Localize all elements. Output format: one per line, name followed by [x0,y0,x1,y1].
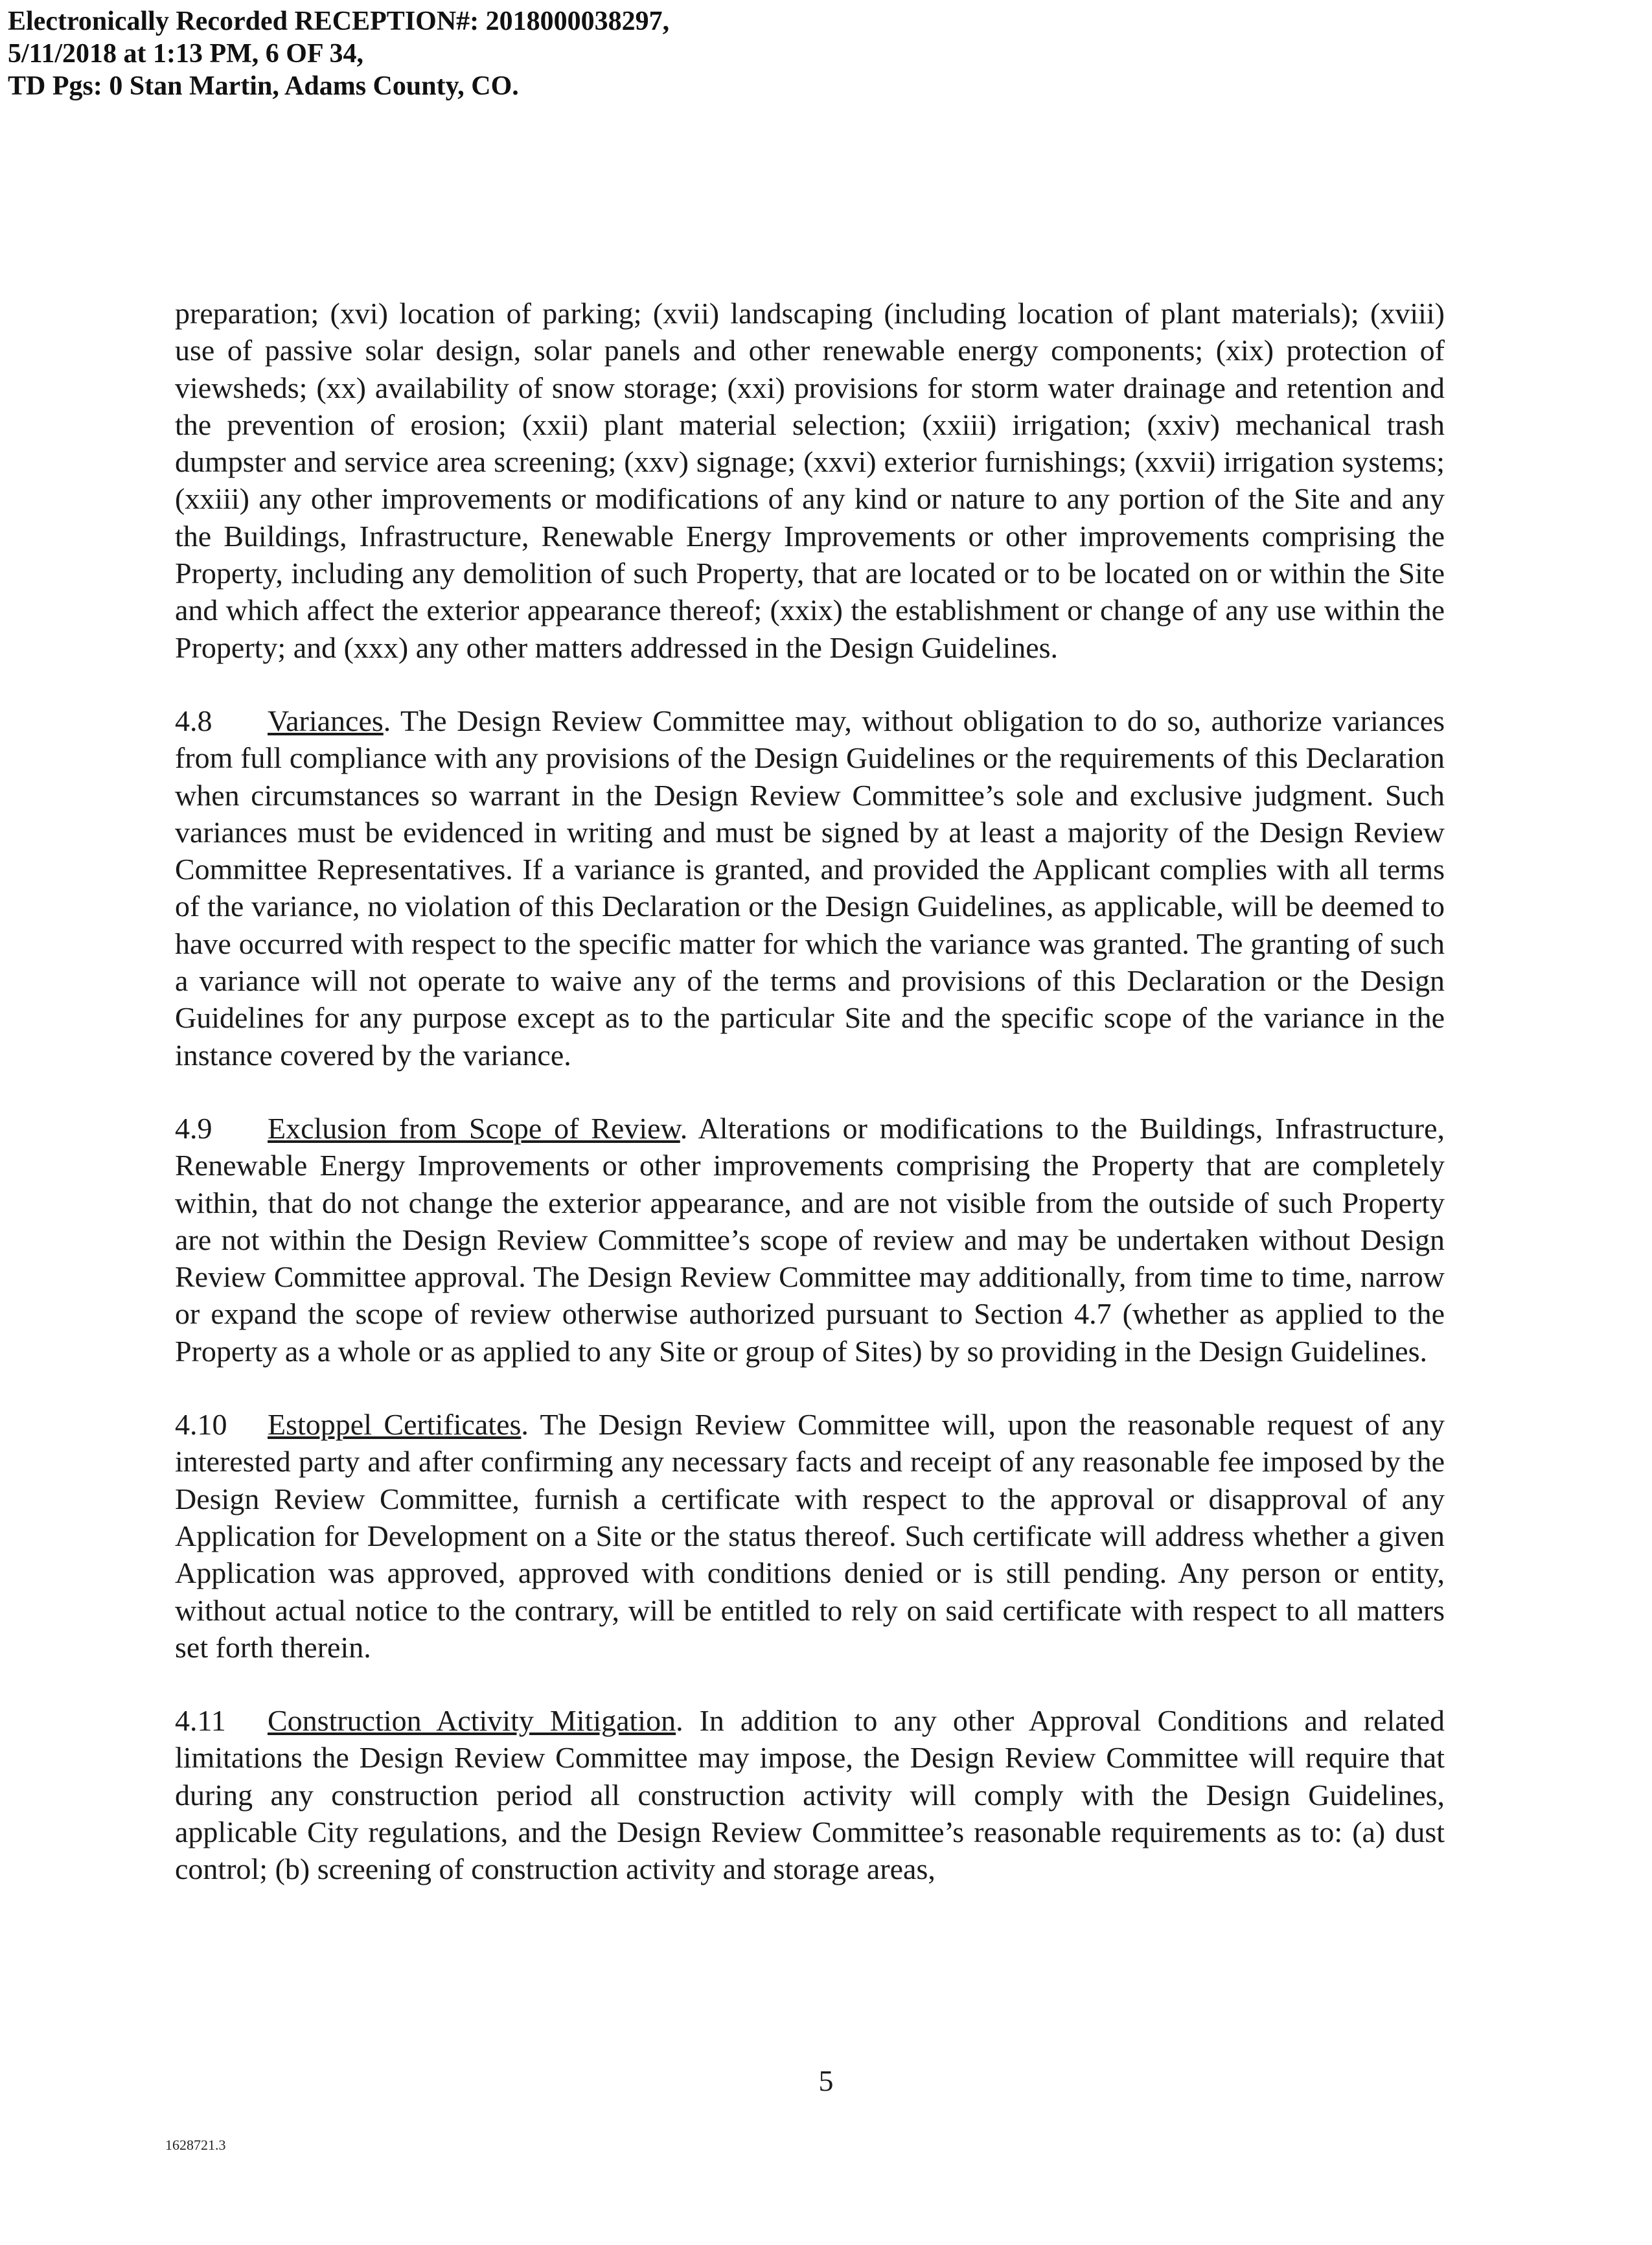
document-body [175,295,1445,1924]
section-title: Variances [268,704,384,737]
recording-line-1: Electronically Recorded RECEPTION#: 2018000038297, [8,6,670,36]
section-number: 4.9 [175,1111,212,1145]
recording-line-2: 5/11/2018 at 1:13 PM, 6 OF 34, [8,39,364,69]
section-title: Estoppel Certificates [268,1408,522,1442]
recording-line-3: TD Pgs: 0 Stan Martin, Adams County, CO. [8,71,519,101]
section-text: . In addition to any other Approval Conditions and related limitations the Design Review Committee may impose, the Design Review Committee will require that during any construction period all construction activity will comply with the Design Guidelines, applicable City regulations, and the Design Review Committee’s reasonable requirements as to: (a) dust control; (b) screening of construction activity and storage areas, [175,1704,1445,1886]
section-4-11 [175,1702,1445,1887]
section-text: . The Design Review Committee will, upon the reasonable request of any interested party and after confirming any necessary facts and receipt of any reasonable fee imposed by the Design Review Committee, furnish a certificate with respect to the approval or disapproval of any Application for Development on a Site or the status thereof. Such certificate will address whether a given Application was approved, approved with conditions denied or is still pending. Any person or entity, without actual notice to the contrary, will be entitled to rely on said certificate with respect to all matters set forth therein. [175,1408,1445,1664]
intro-paragraph: preparation; (xvi) location of parking; (xvii) landscaping (including location of plant materials); (xviii) use of passive solar design, solar panels and other renewable energy components; (xix) protection of viewsheds; (xx) availability of snow storage; (xxi) provisions for storm water drainage and retention and the prevention of erosion; (xxii) plant material selection; (xxiii) irrigation; (xxiv) mechanical trash dumpster and service area screening; (xxv) signage; (xxvi) exterior furnishings; (xxvii) irrigation systems; (xxiii) any other improvements or modifications of any kind or nature to any portion of the Site and any the Buildings, Infrastructure, Renewable Energy Improvements or other improvements comprising the Property, including any demolition of such Property, that are located or to be located on or within the Site and which affect the exterior appearance thereof; (xxix) the establishment or change of any use within the Property; and (xxx) any other matters addressed in the Design Guidelines. [175,297,1445,664]
section-title: Construction Activity Mitigation [268,1704,676,1738]
page-number: 5 [818,2064,834,2097]
section-number: 4.10 [175,1408,227,1442]
section-4-9 [175,1110,1445,1370]
section-4-10 [175,1406,1445,1666]
section-text: . The Design Review Committee may, without obligation to do so, authorize variances from full compliance with any provisions of the Design Guidelines or the requirements of this Declaration when circumstances so warrant in the Design Review Committee’s sole and exclusive judgment. Such variances must be evidenced in writing and must be signed by at least a majority of the Design Review Committee Representatives. If a variance is granted, and provided the Applicant complies with all terms of the variance, no violation of this Declaration or the Design Guidelines, as applicable, will be deemed to have occurred with respect to the specific matter for which the variance was granted. The granting of such a variance will not operate to waive any of the terms and provisions of this Declaration or the Design Guidelines for any purpose except as to the particular Site and the specific scope of the variance in the instance covered by the variance. [175,704,1445,1072]
recording-stamp [8,5,669,102]
section-text: . Alterations or modifications to the Buildings, Infrastructure, Renewable Energy Improvements or other improvements comprising the Property that are completely within, that do not change the exterior appearance, and are not visible from the outside of such Property are not within the Design Review Committee’s scope of review and may be undertaken without Design Review Committee approval. The Design Review Committee may additionally, from time to time, narrow or expand the scope of review otherwise authorized pursuant to Section 4.7 (whether as applied to the Property as a whole or as applied to any Site or group of Sites) by so providing in the Design Guidelines. [175,1111,1445,1368]
section-title: Exclusion from Scope of Review [268,1111,680,1145]
section-number: 4.11 [175,1704,226,1738]
section-number: 4.8 [175,704,212,737]
document-id: 1628721.3 [165,2137,226,2153]
section-4-8 [175,702,1445,1074]
